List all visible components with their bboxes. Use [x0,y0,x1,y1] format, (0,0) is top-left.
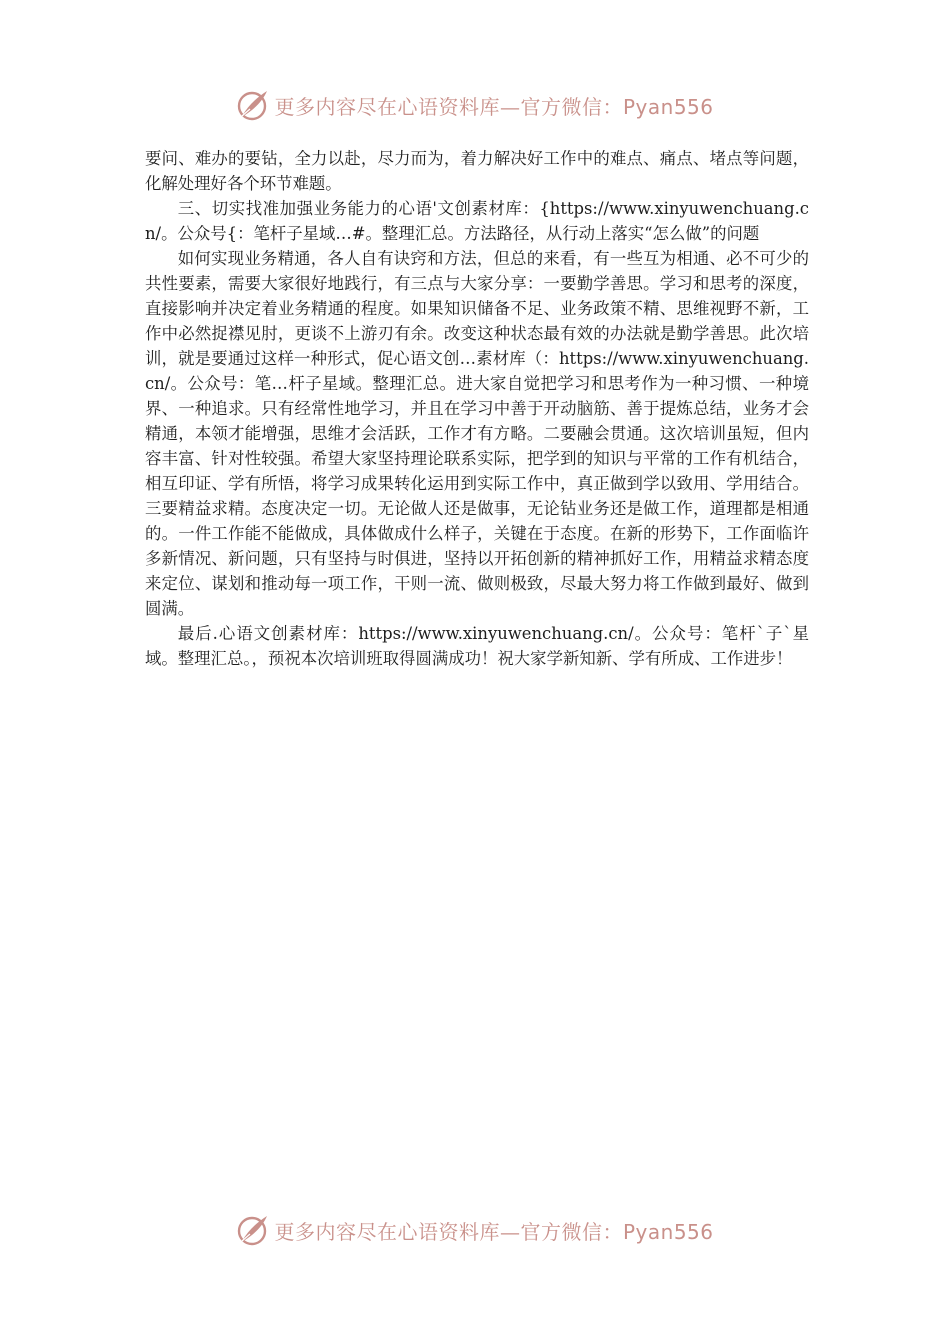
footer-wechat-id: Pyan556 [622,1219,714,1244]
paragraph-1: 要问、难办的要钻，全力以赴，尽力而为，着力解决好工作中的难点、痛点、堵点等问题，化解处理好各个环节难题。 [145,149,809,193]
header-banner-text: 更多内容尽在心语资料库—官方微信：Pyan556 [274,94,714,119]
header-wechat-id: Pyan556 [622,94,714,119]
document-body [145,146,809,671]
paragraph-4: 最后.心语文创素材库：https://www.xinyuwenchuang.cn/。公众号：笔杆`子`星域。整理汇总。，预祝本次培训班取得圆满成功！祝大家学新知新、学有所成、工作进步！ [145,624,809,668]
header-banner [0,85,950,125]
paragraph-3: 如何实现业务精通，各人自有诀窍和方法，但总的来看，有一些互为相通、必不可少的共性要素，需要大家很好地践行，有三点与大家分享：一要勤学善思。学习和思考的深度，直接影响并决定着业务精通的程度。如果知识储备不足、业务政策不精、思维视野不新，工作中必然捉襟见肘，更谈不上游刃有余。改变这种状态最有效的办法就是勤学善思。此次培训，就是要通过这样一种形式，促心语文创…素材库（：https://www.xinyuwenchuang.cn/。公众号：笔…杆子星域。整理汇总。进大家自觉把学习和思考作为一种习惯、一种境界、一种追求。只有经常性地学习，并且在学习中善于开动脑筋、善于提炼总结，业务才会精通，本领才能增强，思维才会活跃，工作才有方略。二要融会贯通。这次培训虽短，但内容丰富、针对性较强。希望大家坚持理论联系实际，把学到的知识与平常的工作有机结合，相互印证、学有所悟，将学习成果转化运用到实际工作中，真正做到学以致用、学用结合。三要精益求精。态度决定一切。无论做人还是做事，无论钻业务还是做工作，道理都是相通的。一件工作能不能做成，具体做成什么样子，关键在于态度。在新的形势下，工作面临许多新情况、新问题，只有坚持与时俱进，坚持以开拓创新的精神抓好工作，用精益求精态度来定位、谋划和推动每一项工作，干则一流、做则极致，尽最大努力将工作做到最好、做到圆满。 [145,249,809,618]
footer-banner [0,1210,950,1250]
quill-logo-icon [236,1213,270,1247]
paragraph-2: 三、切实找准加强业务能力的心语'文创素材库：{https://www.xinyuwenchuang.cn/。公众号{：笔杆子星域…#。整理汇总。方法路径，从行动上落实“怎么做”的问题 [145,199,809,243]
quill-logo-icon [236,88,270,122]
footer-banner-text: 更多内容尽在心语资料库—官方微信：Pyan556 [274,1219,714,1244]
